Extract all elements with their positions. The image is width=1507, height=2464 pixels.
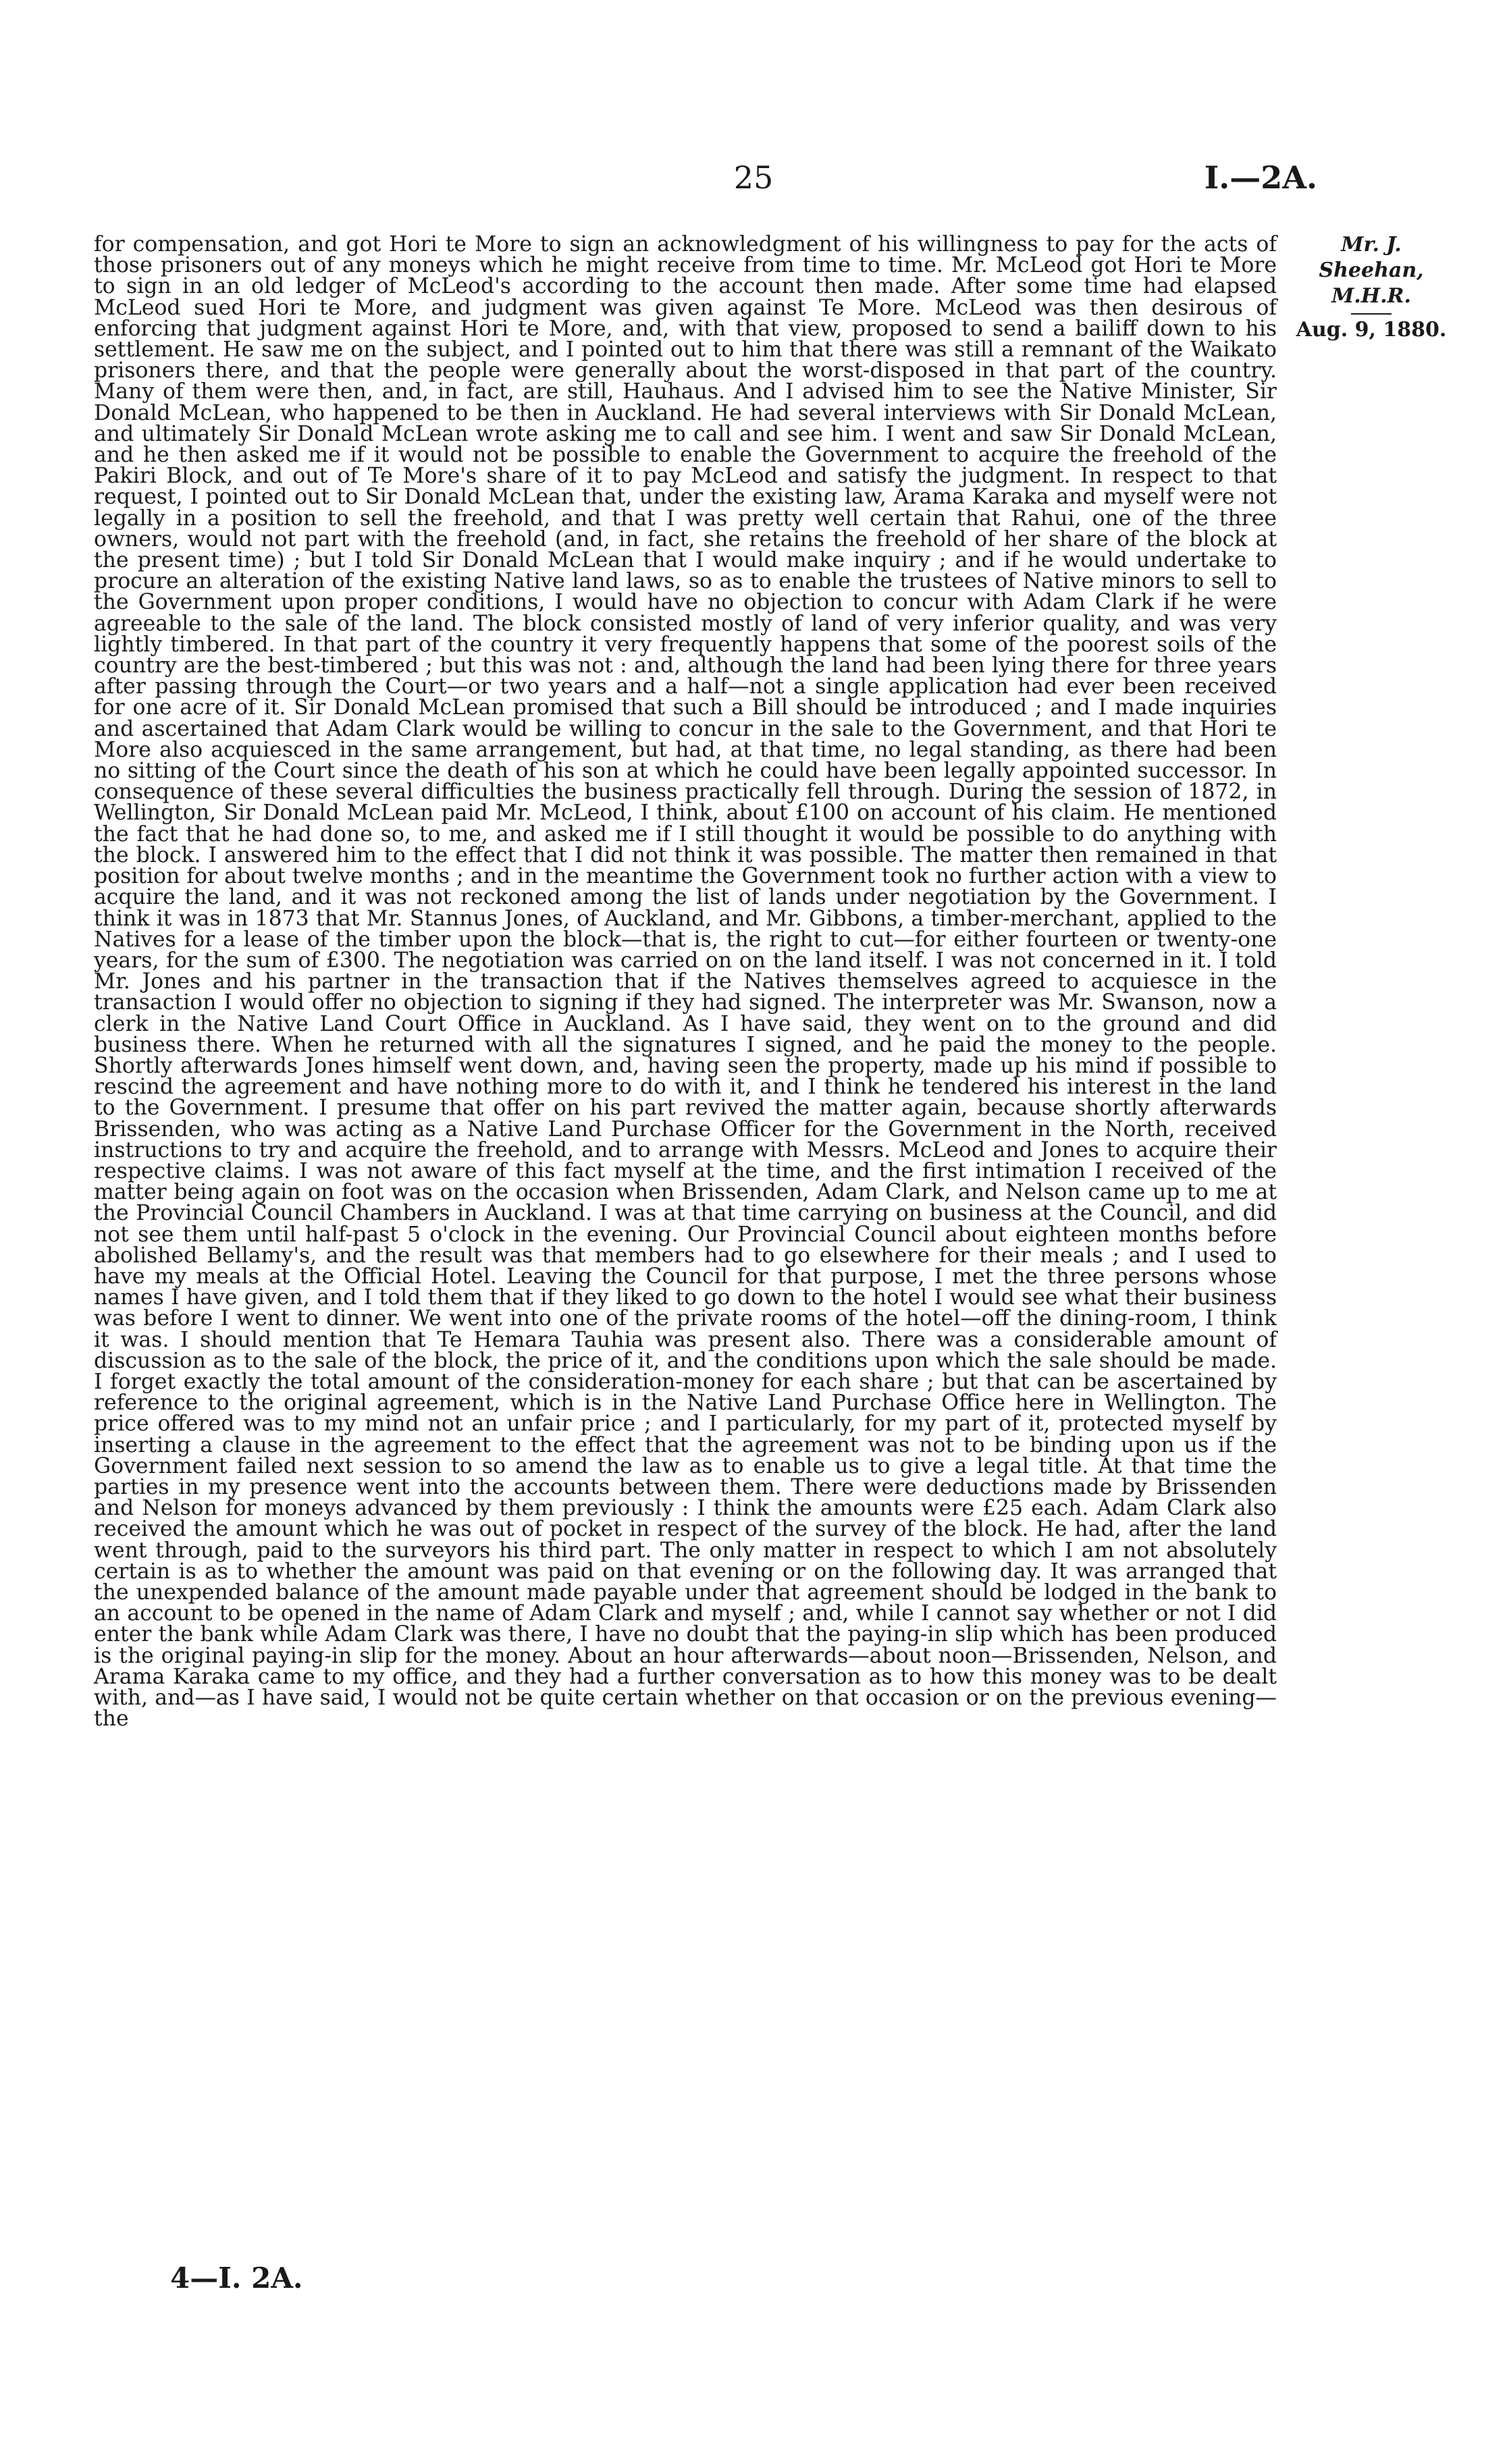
body-paragraph: for compensation, and got Hori te More to sign an acknowledgment of his willingness to pay for the acts of those prisoners out of any moneys which he might receive from time to time. Mr. McLeod got Hori te More to sign in an old ledger of McLeod's according to the account then made. After some time had elapsed McLeod sued Hori te More, and judgment was given against Te More. McLeod was then desirous of enforcing that judgment against Hori te More, and, with that view, proposed to send a bailiff down to his settlement. He saw me on the subject, and I pointed out to him that there was still a remnant of the Waikato prisoners there, and that the people were generally about the worst-disposed in that part of the country. Many of them were then, and, in fact, are still, Hauhaus. And I advised him to see the Native Minister, Sir Donald McLean, who happened to be then in Auckland. He had several interviews with Sir Donald McLean, and ultimately Sir Donald McLean wrote asking me to call and see him. I went and saw Sir Donald McLean, and he then asked me if it would not be possible to enable the Government to acquire the freehold of the Pakiri Block, and out of Te More's share of it to pay McLeod and satisfy the judgment. In respect to that request, I pointed out to Sir Donald McLean that, under the existing law, Arama Karaka and myself were not legally in a position to sell the freehold, and that I was pretty well certain that Rahui, one of the three owners, would not part with the freehold (and, in fact, she retains the freehold of her share of the block at the present time) ; but I told Sir Donald McLean that I would make inquiry ; and if he would undertake to procure an alteration of the existing Native land laws, so as to enable the trustees of Native minors to sell to the Government upon proper conditions, I would have no objection to concur with Adam Clark if he were agreeable to the sale of the land. The block consisted mostly of land of very inferior quality, and was very lightly timbered. In that part of the country it very frequently happens that some of the poorest soils of the country are the best-timbered ; but this was not : and, although the land had been lying there for three years after passing through the Court—or two years and a half—not a single application had ever been received for one acre of it. Sir Donald McLean promised that such a Bill should be introduced ; and I made inquiries and ascertained that Adam Clark would be willing to concur in the sale to the Government, and that Hori te More also acquiesced in the same arrangement, but had, at that time, no legal standing, as there had been no sitting of the Court since the death of his son at which he could have been legally appointed successor. In consequence of these several difficulties the business practically fell through. During the session of 1872, in Wellington, Sir Donald McLean paid Mr. McLeod, I think, about £100 on account of his claim. He mentioned the fact that he had done so, to me, and asked me if I still thought it would be possible to do anything with the block. I answered him to the effect that I did not think it was possible. The matter then remained in that position for about twelve months ; and in the meantime the Government took no further action with a view to acquire the land, and it was not reckoned among the list of lands under negotiation by the Government. I think it was in 1873 that Mr. Stannus Jones, of Auckland, and Mr. Gibbons, a timber-merchant, applied to the Natives for a lease of the timber upon the block—that is, the right to cut—for either fourteen or twenty-one years, for the sum of £300. The negotiation was carried on on the land itself. I was not concerned in it. I told Mr. Jones and his partner in the transaction that if the Natives themselves agreed to acquiesce in the transaction I would offer no objection to signing if they had signed. The interpreter was Mr. Swanson, now a clerk in the Native Land Court Office in Auckland. As I have said, they went on to the ground and did business there. When he returned with all the signatures I signed, and he paid the money to the people. Shortly afterwards Jones himself went down, and, having seen the property, made up his mind if possible to rescind the agreement and have nothing more to do with it, and I think he tendered his interest in the land to the Government. I presume that offer on his part revived the matter again, because shortly afterwards Brissenden, who was acting as a Native Land Purchase Officer for the Government in the North, received instructions to try and acquire the freehold, and to arrange with Messrs. McLeod and Jones to acquire their respective claims. I was not aware of this fact myself at the time, and the first intimation I received of the matter being again on foot was on the occasion when Brissenden, Adam Clark, and Nelson came up to me at the Provincial Council Chambers in Auckland. I was at that time carrying on business at the Council, and did not see them until half-past 5 o'clock in the evening. Our Provincial Council about eighteen months before abolished Bellamy's, and the result was that members had to go elsewhere for their meals ; and I used to have my meals at the Official Hotel. Leaving the Council for that purpose, I met the three persons whose names I have given, and I told them that if they liked to go down to the hotel I would see what their business was before I went to dinner. We went into one of the private rooms of the hotel—off the dining-room, I think it was. I should mention that Te Hemara Tauhia was present also. There was a considerable amount of discussion as to the sale of the block, the price of it, and the conditions upon which the sale should be made. I forget exactly the total amount of the consideration-money for each share ; but that can be ascertained by reference to the original agreement, which is in the Native Land Purchase Office here in Wellington. The price offered was to my mind not an unfair price ; and I particularly, for my part of it, protected myself by inserting a clause in the agreement to the effect that the agreement was not to be binding upon us if the Government failed next session to so amend the law as to enable us to give a legal title. At that time the parties in my presence went into the accounts between them. There were deductions made by Brissenden and Nelson for moneys advanced by them previously : I think the amounts were £25 each. Adam Clark also received the amount which he was out of pocket in respect of the survey of the block. He had, after the land went through, paid to the surveyors his third part. The only matter in respect to which I am not absolutely certain is as to whether the amount was paid on that evening or on the following day. It was arranged that the unexpended balance of the amount made payable under that agreement should be lodged in the bank to an account to be opened in the name of Adam Clark and myself ; and, while I cannot say whether or not I did enter the bank while Adam Clark was there, I have no doubt that the paying-in slip which has been produced is the original paying-in slip for the money. About an hour afterwards—about noon—Brissenden, Nelson, and Arama Karaka came to my office, and they had a further conversation as to how this money was to be dealt with, and—as I have said, I would not be quite certain whether on that occasion or on the previous evening—the xyxy=(94,232,1277,1732)
page-number: 25 xyxy=(733,159,774,196)
margin-rule xyxy=(1351,313,1392,315)
margin-note xyxy=(1287,232,1456,343)
paper-reference: I.—2A. xyxy=(1204,159,1317,196)
margin-title: M.H.R. xyxy=(1331,284,1411,308)
margin-speaker: Mr. J. Sheehan, xyxy=(1319,233,1424,282)
margin-date: Aug. 9, 1880. xyxy=(1296,318,1447,342)
signature-mark: 4—I. 2A. xyxy=(170,2261,303,2295)
